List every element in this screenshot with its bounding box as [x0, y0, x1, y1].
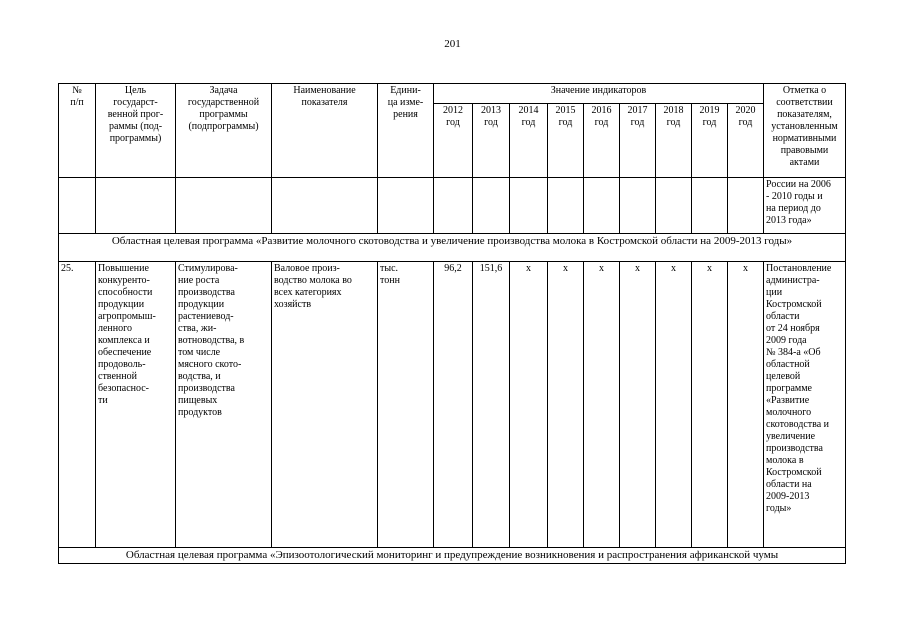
row-value: х — [728, 262, 764, 548]
cell-empty — [176, 178, 272, 234]
cell-empty — [548, 178, 584, 234]
section-title: Областная целевая программа «Эпизоотологический мониторинг и предупреждение возникновения и распространения африканской чумы — [59, 548, 846, 564]
header-year: 2013 год — [473, 104, 510, 178]
header-values-group: Значение индикаторов — [434, 84, 764, 104]
row-value: 151,6 — [473, 262, 510, 548]
cell-empty — [378, 178, 434, 234]
cell-empty — [656, 178, 692, 234]
row-task: Стимулирова- ние роста производства продукции растениевод- ства, жи- вотноводства, в том числе мясного ското- водства, и производства пищевых продуктов — [176, 262, 272, 548]
cell-empty — [692, 178, 728, 234]
indicators-table — [58, 83, 846, 564]
section-title: Областная целевая программа «Развитие молочного скотоводства и увеличение производства молока в Костромской области на 2009-2013 годы» — [59, 234, 846, 262]
header-task: Задача государственной программы (подпрограммы) — [176, 84, 272, 178]
cell-empty — [620, 178, 656, 234]
row-value: х — [548, 262, 584, 548]
cell-empty — [434, 178, 473, 234]
table-row — [59, 262, 846, 548]
header-year: 2016 год — [584, 104, 620, 178]
header-year: 2015 год — [548, 104, 584, 178]
header-num: № п/п — [59, 84, 96, 178]
row-value: х — [692, 262, 728, 548]
header-year: 2019 год — [692, 104, 728, 178]
carry-note: России на 2006 - 2010 годы и на период до 2013 года» — [764, 178, 846, 234]
row-num: 25. — [59, 262, 96, 548]
cell-empty — [584, 178, 620, 234]
row-goal: Повышение конкуренто- способности продукции агропромыш- ленного комплекса и обеспечение продоволь- ственной безопаснос- ти — [96, 262, 176, 548]
cell-empty — [59, 178, 96, 234]
header-indicator-name: Наименование показателя — [272, 84, 378, 178]
header-unit: Едини- ца изме- рения — [378, 84, 434, 178]
row-unit: тыс. тонн — [378, 262, 434, 548]
cell-empty — [728, 178, 764, 234]
cell-empty — [510, 178, 548, 234]
row-note: Постановление администра- ции Костромской области от 24 ноября 2009 года № 384-а «Об областной целевой программе «Развитие молочного скотоводства и увеличение производства молока в Костромской области на 2009-2013 годы» — [764, 262, 846, 548]
row-value: х — [584, 262, 620, 548]
row-value: х — [620, 262, 656, 548]
header-goal: Цель государст- венной прог- раммы (под- программы) — [96, 84, 176, 178]
row-value: х — [510, 262, 548, 548]
row-value: х — [656, 262, 692, 548]
cell-empty — [473, 178, 510, 234]
cell-empty — [96, 178, 176, 234]
header-year: 2012 год — [434, 104, 473, 178]
header-year: 2017 год — [620, 104, 656, 178]
row-value: 96,2 — [434, 262, 473, 548]
page-number: 201 — [444, 38, 461, 50]
table-row — [59, 178, 846, 234]
row-indicator-name: Валовое произ- водство молока во всех категориях хозяйств — [272, 262, 378, 548]
cell-empty — [272, 178, 378, 234]
header-note: Отметка о соответствии показателям, установленным нормативными правовыми актами — [764, 84, 846, 178]
header-year: 2018 год — [656, 104, 692, 178]
header-year: 2020 год — [728, 104, 764, 178]
header-year: 2014 год — [510, 104, 548, 178]
